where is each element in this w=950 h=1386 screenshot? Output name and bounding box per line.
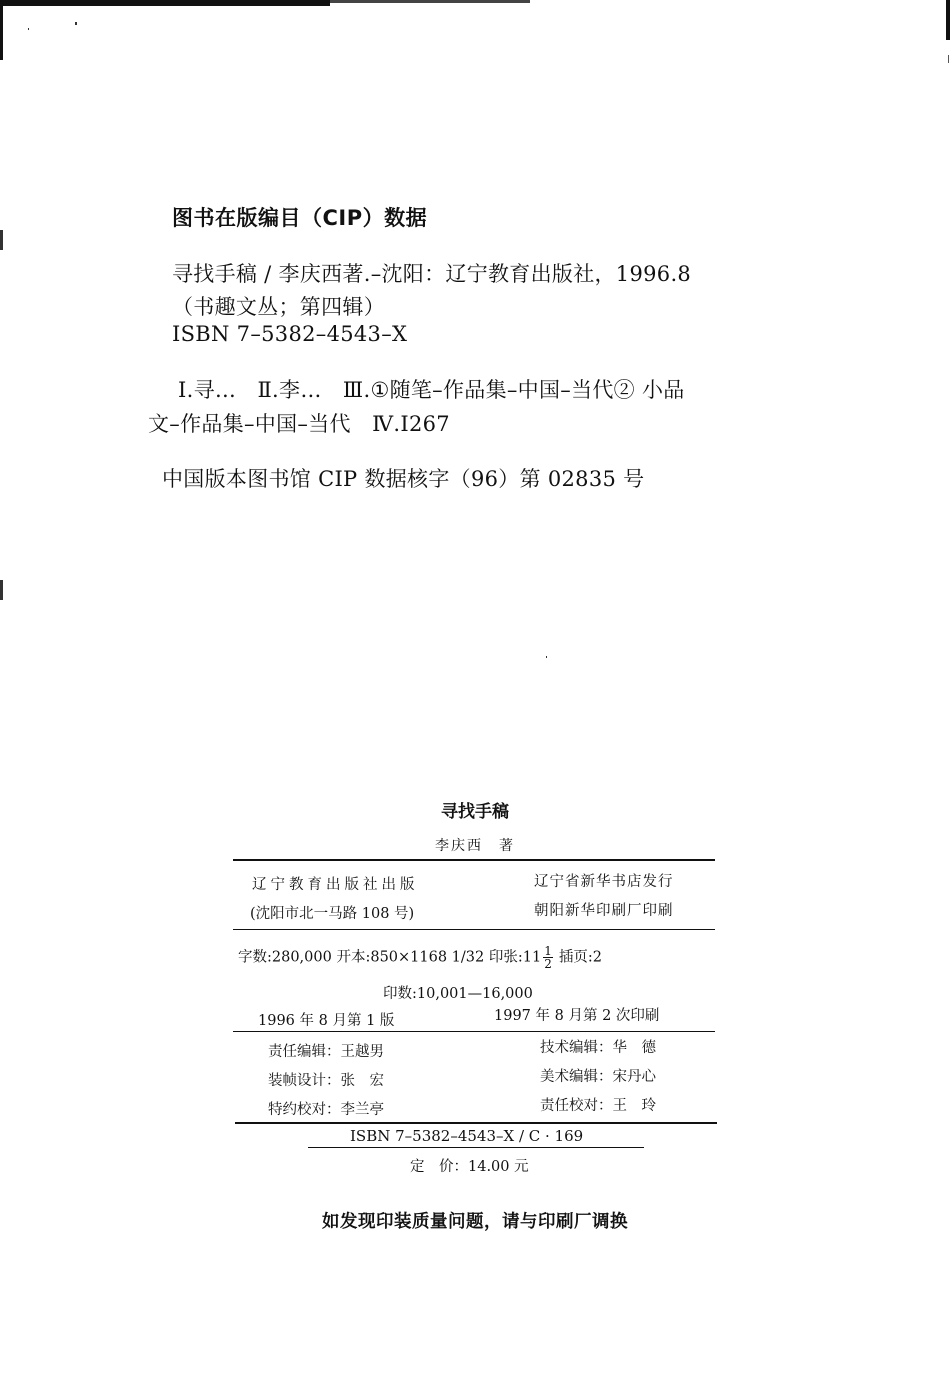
credit-proofreader — [540, 1094, 656, 1115]
credit-role: 责任校对： — [540, 1098, 613, 1114]
scan-speck — [75, 22, 77, 25]
credit-name: 宋丹心 — [612, 1069, 656, 1085]
fraction-numerator: 1 — [544, 944, 552, 958]
cip-subject-line-2: 文–作品集–中国–当代 Ⅳ.I267 — [148, 412, 450, 436]
colophon-isbn: ISBN 7–5382–4543–X / C · 169 — [350, 1127, 584, 1145]
quality-notice: 如发现印装质量问题，请与印刷厂调换 — [322, 1212, 628, 1232]
rule-isbn-top — [235, 1122, 717, 1124]
printing: 1997 年 8 月第 2 次印刷 — [494, 1008, 660, 1024]
publisher-address: (沈阳市北一马路 108 号) — [250, 906, 415, 922]
colophon-title: 寻找手稿 — [441, 802, 509, 822]
print-specs — [238, 945, 602, 970]
credit-role: 装帧设计： — [268, 1073, 341, 1089]
scan-edge-top — [0, 0, 330, 6]
cip-isbn-line: ISBN 7–5382–4543–X — [172, 322, 408, 346]
fraction-denominator: 2 — [544, 957, 552, 971]
colophon-author: 李庆西 著 — [435, 838, 515, 854]
credit-special-proofreader — [268, 1098, 384, 1119]
rule-specs-top — [233, 929, 715, 930]
scan-speck — [28, 28, 29, 30]
credit-technical-editor — [540, 1036, 656, 1057]
rule-credits-top — [233, 1031, 715, 1032]
specs-prefix: 字数:280,000 开本:850×1168 1/32 印张:11 — [238, 949, 542, 966]
specs-suffix: 插页:2 — [558, 949, 602, 966]
cip-heading: 图书在版编目（CIP）数据 — [172, 206, 428, 230]
credit-cover-design — [268, 1069, 384, 1090]
cip-series-line: （书趣文丛；第四辑） — [172, 295, 385, 319]
credit-art-editor — [540, 1065, 656, 1086]
first-edition: 1996 年 8 月第 1 版 — [258, 1013, 395, 1029]
credit-role: 特约校对： — [268, 1102, 341, 1118]
credit-name: 李兰亭 — [340, 1102, 384, 1118]
rule-isbn-bottom — [308, 1147, 644, 1148]
credit-name: 张 宏 — [340, 1073, 384, 1089]
scan-edge-left — [0, 0, 3, 1386]
fraction — [543, 945, 553, 970]
cip-approval-line: 中国版本图书馆 CIP 数据核字（96）第 02835 号 — [162, 467, 645, 491]
credit-name: 王 玲 — [612, 1098, 656, 1114]
price: 定 价：14.00 元 — [410, 1159, 529, 1175]
scan-edge-right — [946, 0, 950, 40]
credit-name: 王越男 — [340, 1044, 384, 1060]
publisher: 辽宁教育出版社出版 — [252, 877, 419, 893]
print-run: 印数:10,001—16,000 — [383, 986, 533, 1002]
credit-role: 技术编辑： — [540, 1040, 613, 1056]
credit-editor — [268, 1040, 384, 1061]
credit-role: 责任编辑： — [268, 1044, 341, 1060]
scan-mark-right — [948, 55, 949, 63]
distributor: 辽宁省新华书店发行 — [534, 874, 674, 890]
scan-edge-top-faint — [330, 0, 530, 3]
cip-entry-line: 寻找手稿 / 李庆西著.–沈阳：辽宁教育出版社，1996.8 — [172, 262, 692, 286]
printer: 朝阳新华印刷厂印刷 — [534, 903, 674, 919]
rule-top — [233, 859, 715, 861]
credit-name: 华 德 — [612, 1040, 656, 1056]
scan-speck — [546, 656, 547, 658]
cip-subject-line-1: Ⅰ.寻… Ⅱ.李… Ⅲ.①随笔–作品集–中国–当代② 小品 — [178, 378, 685, 402]
credit-role: 美术编辑： — [540, 1069, 613, 1085]
